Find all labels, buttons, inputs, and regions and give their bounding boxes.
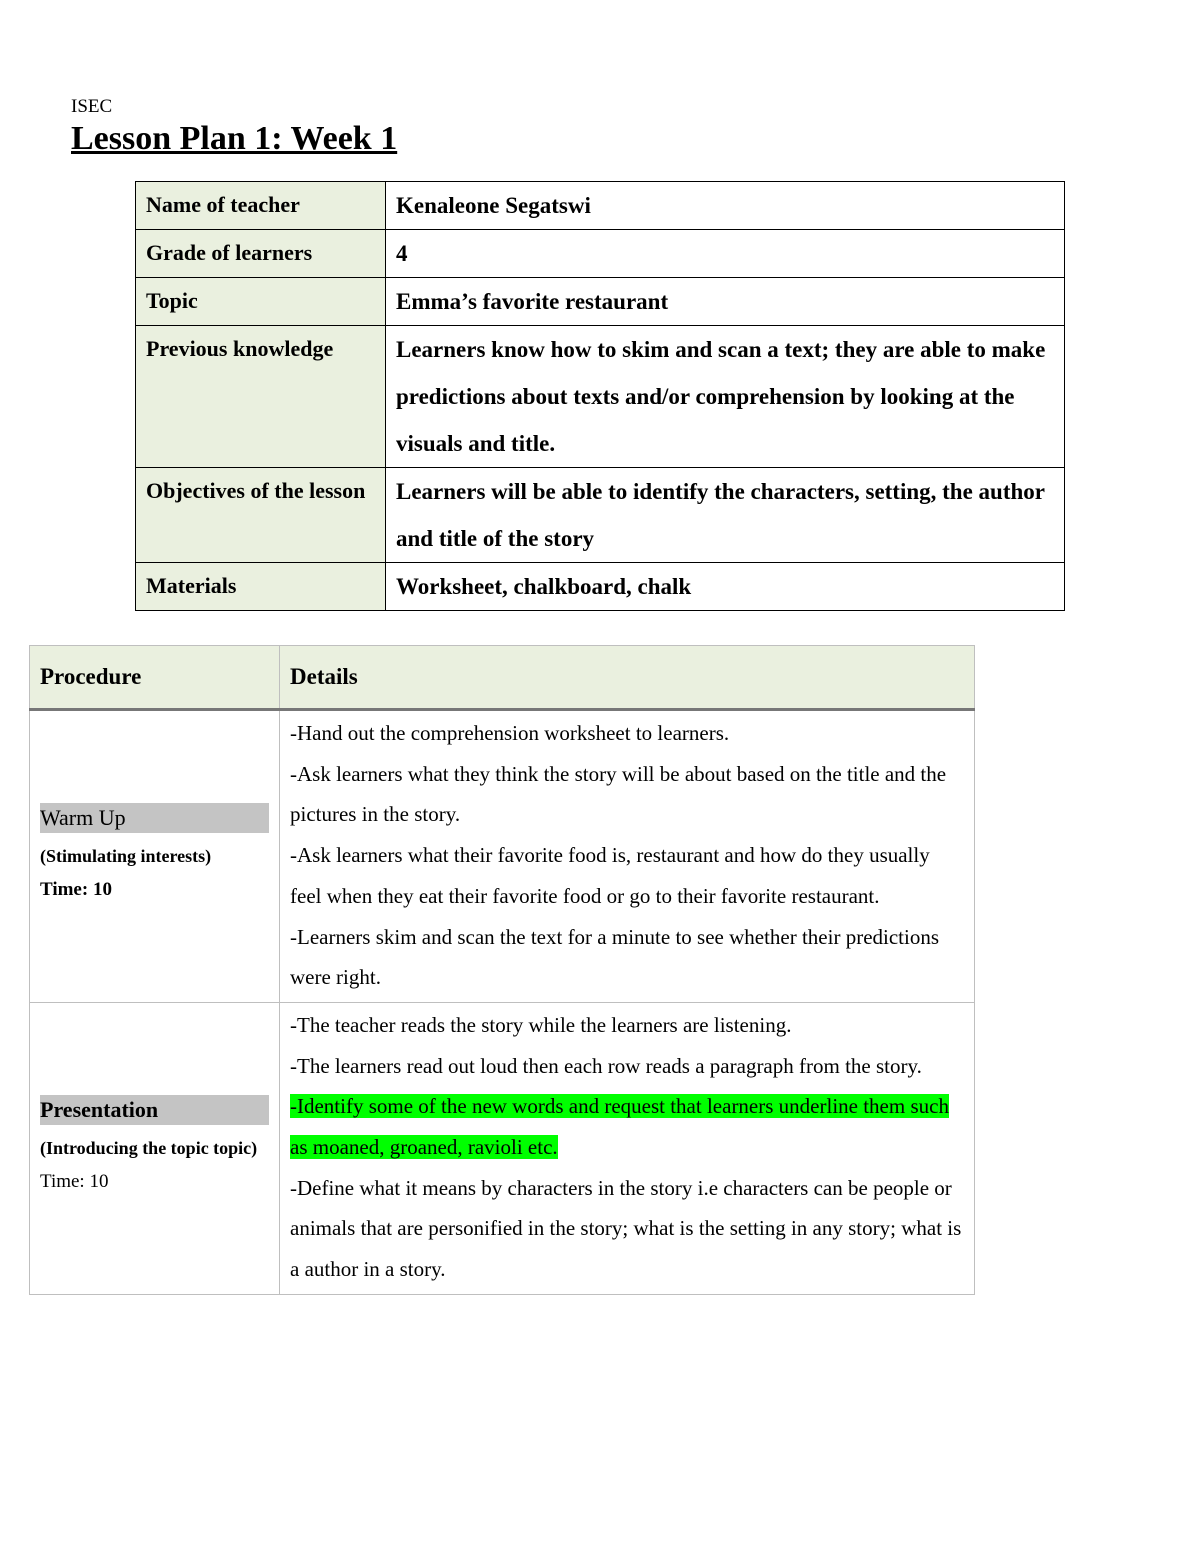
- presentation-stage-cell: [30, 1002, 280, 1294]
- detail-line: -Hand out the comprehension worksheet to learners.: [290, 721, 730, 745]
- stage-time: Time: 10: [40, 1171, 109, 1193]
- stage-time: Time: 10: [40, 879, 112, 901]
- info-row-materials: [136, 563, 1065, 611]
- info-value: Worksheet, chalkboard, chalk: [386, 563, 1065, 611]
- stage-subtitle: (Stimulating interests): [40, 846, 212, 867]
- procedure-column-header: Procedure: [30, 646, 280, 710]
- info-value: Emma’s favorite restaurant: [386, 278, 1065, 326]
- procedure-table: [29, 645, 975, 1295]
- info-key: Previous knowledge: [136, 326, 386, 468]
- info-value: Kenaleone Segatswi: [386, 182, 1065, 230]
- info-row-teacher: [136, 182, 1065, 230]
- info-value: 4: [386, 230, 1065, 278]
- info-value: Learners will be able to identify the characters, setting, the author and title of the story: [386, 468, 1065, 563]
- detail-line: -Learners skim and scan the text for a minute to see whether their predictions were right.: [290, 924, 940, 990]
- info-key: Topic: [136, 278, 386, 326]
- warmup-row: [30, 710, 975, 1003]
- detail-line: -Define what it means by characters in the story i.e characters can be people or animals that are personified in the story; what is the setting in any story; what is a author in a story.: [290, 1175, 962, 1282]
- info-key: Objectives of the lesson: [136, 468, 386, 563]
- detail-line: -Ask learners what they think the story will be about based on the title and the pictures in the story.: [290, 761, 947, 827]
- info-key: Grade of learners: [136, 230, 386, 278]
- info-key: Name of teacher: [136, 182, 386, 230]
- lesson-info-table: [135, 181, 1065, 611]
- presentation-row: [30, 1002, 975, 1294]
- details-column-header: Details: [280, 646, 975, 710]
- header-label: ISEC: [71, 96, 113, 117]
- presentation-details-cell: [280, 1002, 975, 1294]
- info-row-previous-knowledge: [136, 326, 1065, 468]
- info-value: Learners know how to skim and scan a text; they are able to make predictions about texts and/or comprehension by looking at the visuals and title.: [386, 326, 1065, 468]
- info-row-grade: [136, 230, 1065, 278]
- warmup-details-cell: [280, 710, 975, 1003]
- info-row-objectives: [136, 468, 1065, 563]
- stage-subtitle: (Introducing the topic topic): [40, 1138, 258, 1159]
- info-key: Materials: [136, 563, 386, 611]
- page-title: Lesson Plan 1: Week 1: [71, 120, 398, 157]
- warmup-stage-cell: [30, 710, 280, 1003]
- detail-line: -The learners read out loud then each row reads a paragraph from the story.: [290, 1053, 922, 1078]
- stage-name: Warm Up: [40, 803, 269, 833]
- stage-name: Presentation: [40, 1095, 269, 1125]
- detail-line: -The teacher reads the story while the learners are listening.: [290, 1012, 792, 1037]
- procedure-header-row: [30, 646, 975, 710]
- info-row-topic: [136, 278, 1065, 326]
- detail-line: -Ask learners what their favorite food is, restaurant and how do they usually feel when they eat their favorite food or go to their favorite restaurant.: [290, 843, 930, 908]
- highlighted-detail-line: -Identify some of the new words and request that learners underline them such as moaned, groaned, ravioli etc.: [290, 1094, 949, 1160]
